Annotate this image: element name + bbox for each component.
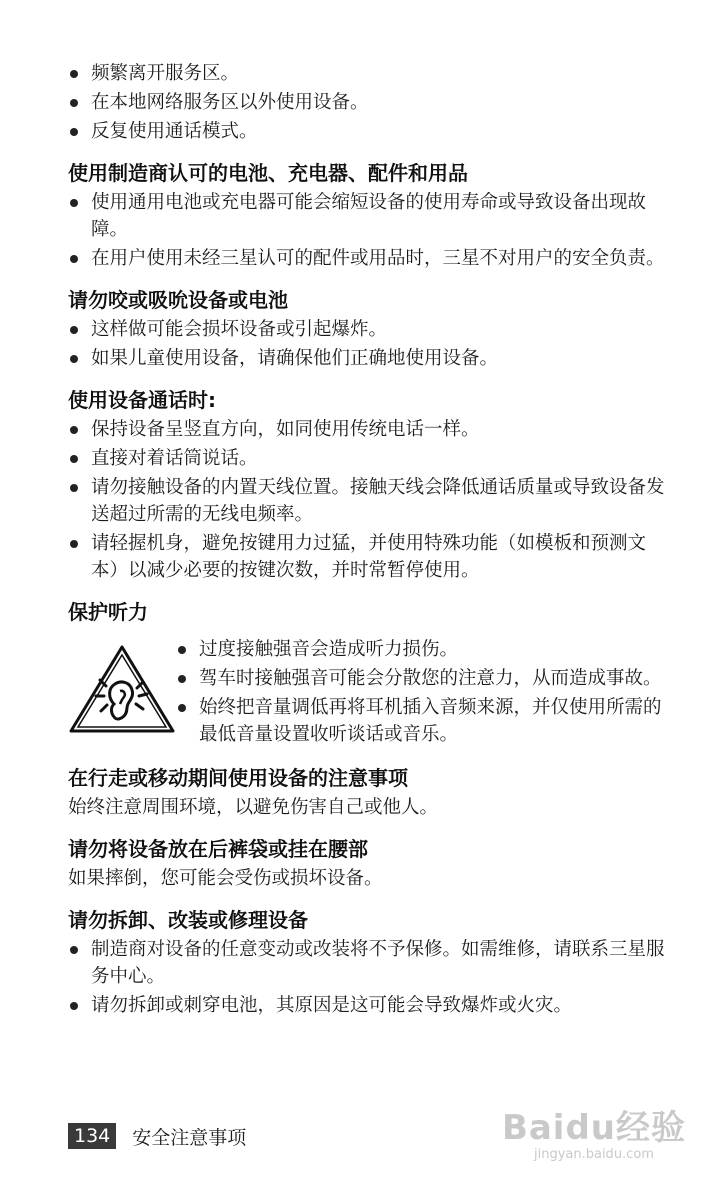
list-item: 在用户使用未经三星认可的配件或用品时，三星不对用户的安全负责。 [68,245,668,272]
page-number: 134 [68,1123,116,1149]
list-item: 制造商对设备的任意变动或改装将不予保修。如需维修，请联系三星服务中心。 [68,936,668,990]
paragraph: 始终注意周围环境，以避免伤害自己或他人。 [68,797,439,818]
hearing-warning-icon [68,644,176,734]
section-hearing [68,598,668,750]
section-heading: 保护听力 [68,600,148,624]
bullet-list [68,60,668,145]
list-item: 请勿接触设备的内置天线位置。接触天线会降低通话质量或导致设备发送超过所需的无线电频率。 [68,474,668,528]
bullet-list [68,416,668,584]
watermark [502,1100,686,1162]
section-no-biting [68,286,668,372]
paragraph: 如果摔倒，您可能会受伤或损坏设备。 [68,868,383,889]
list-item: 过度接触强音会造成听力损伤。 [176,636,668,663]
watermark-url: jingyan.baidu.com [533,1147,654,1162]
list-item: 使用通用电池或充电器可能会缩短设备的使用寿命或导致设备出现故障。 [68,189,668,243]
list-item: 保持设备呈竖直方向，如同使用传统电话一样。 [68,416,668,443]
list-item: 请勿拆卸或刺穿电池，其原因是这可能会导致爆炸或火灾。 [68,992,668,1019]
section-calling [68,386,668,584]
section-heading: 在行走或移动期间使用设备的注意事项 [68,766,408,790]
watermark-brand: Baidu经验 [501,1108,686,1148]
section-approved-accessories [68,159,668,272]
list-item: 始终把音量调低再将耳机插入音频来源，并仅使用所需的最低音量设置收听谈话或音乐。 [176,694,668,748]
document-page [68,58,668,1021]
list-item: 频繁离开服务区。 [68,60,668,87]
section-heading: 请勿将设备放在后裤袋或挂在腰部 [68,837,368,861]
section-heading: 请勿咬或吸吮设备或电池 [68,288,288,312]
footer-title: 安全注意事项 [132,1126,247,1149]
section-walking [68,764,668,821]
list-item: 直接对着话筒说话。 [68,445,668,472]
list-item: 这样做可能会损坏设备或引起爆炸。 [68,316,668,343]
bullet-list [68,936,668,1019]
list-item: 在本地网络服务区以外使用设备。 [68,89,668,116]
section-heading: 使用设备通话时: [68,388,216,412]
bullet-list [68,316,668,372]
list-item: 驾车时接触强音可能会分散您的注意力，从而造成事故。 [176,665,668,692]
list-item: 反复使用通话模式。 [68,118,668,145]
page-footer [68,1122,246,1150]
section-heading: 请勿拆卸、改装或修理设备 [68,908,308,932]
bullet-list [68,189,668,272]
section-heading: 使用制造商认可的电池、充电器、配件和用品 [68,161,468,185]
list-item: 如果儿童使用设备，请确保他们正确地使用设备。 [68,345,668,372]
bullet-list [176,634,668,750]
section-service-area [68,60,668,145]
list-item: 请轻握机身，避免按键用力过猛，并使用特殊功能（如模板和预测文本）以减少必要的按键次数，并时常暂停使用。 [68,530,668,584]
section-disassemble [68,906,668,1019]
section-pocket [68,835,668,892]
